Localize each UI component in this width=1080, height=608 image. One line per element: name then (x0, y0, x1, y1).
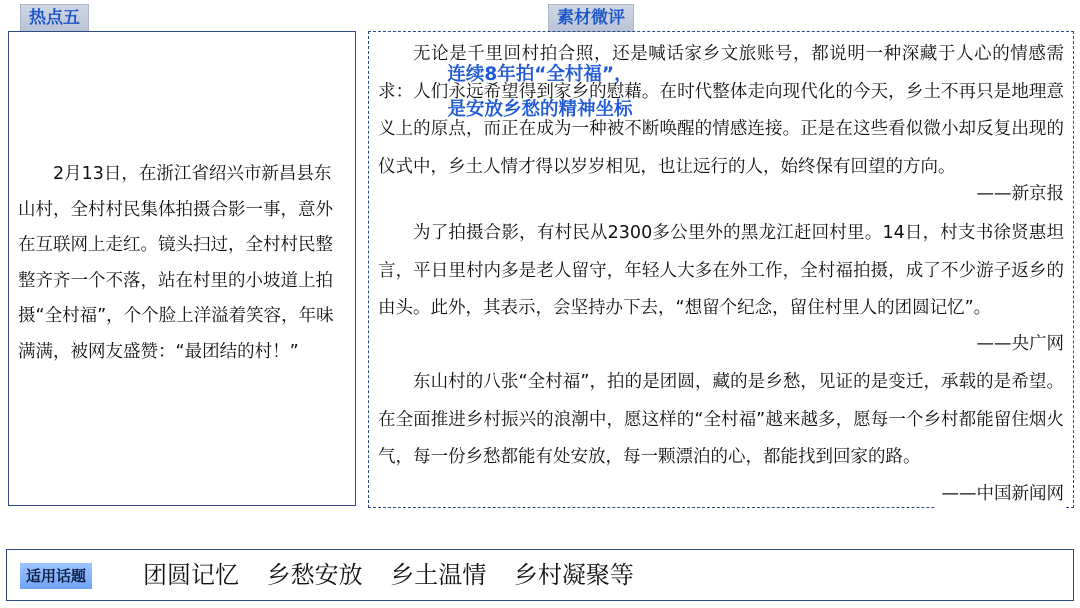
comment-source-2: ——央广网 (971, 326, 1065, 364)
comment-source-1: ——新京报 (971, 176, 1065, 214)
topic-item: 团圆记忆 (143, 561, 239, 589)
hotspot-body: 2月13日，在浙江省绍兴市新昌县东山村，全村村民集体拍摄合影一事，意外在互联网上走红。镜头扫过，全村村民整整齐齐一个不落，站在村里的小坡道上拍摄“全村福”，个个脸上洋溢着笑容，年味满满，被网友盛赞：“最团结的村！” (18, 164, 334, 362)
topic-item: 乡土温情 (390, 561, 487, 589)
topic-item: 乡村凝聚等 (513, 561, 634, 589)
topics-list (143, 555, 654, 595)
section-tag-hotspot: 热点五 (20, 4, 89, 32)
topics-tag: 适用话题 (20, 563, 92, 589)
comment-paragraph-2: 为了拍摄合影，有村民从2300多公里外的黑龙江赶回村里。14日，村支书徐贤惠坦言，平日里村内多是老人留守，年轻人大多在外工作，全村福拍摄，成了不少游子返乡的由头。此外，其表示，会坚持办下去，“想留个纪念，留住村里人的团圆记忆”。 (378, 223, 1064, 318)
topic-item: 乡愁安放 (266, 561, 363, 589)
comment-paragraph-1: 无论是千里回村拍合照，还是喊话家乡文旅账号，都说明一种深藏于人心的情感需求：人们永远希望得到家乡的慰藉。在时代整体走向现代化的今天，乡土不再只是地理意义上的原点，而正在成为一种被不断唤醒的情感连接。正是在这些看似微小却反复出现的仪式中，乡土人情才得以岁岁相见，也让远行的人，始终保有回望的方向。 (378, 44, 1064, 177)
hotspot-title-line2: 是安放乡愁的精神坐标 (447, 99, 633, 120)
comment-source-3: ——中国新闻网 (936, 476, 1065, 514)
section-tag-comment: 素材微评 (548, 4, 634, 32)
hotspot-title-line1: 连续8年拍“全村福”， (447, 64, 633, 85)
comment-paragraph-3: 东山村的八张“全村福”，拍的是团圆，藏的是乡愁，见证的是变迁，承载的是希望。在全面推进乡村振兴的浪潮中，愿这样的“全村福”越来越多，愿每一个乡村都能留住烟火气，每一份乡愁都能有处安放，每一颗漂泊的心，都能找到回家的路。 (378, 372, 1064, 467)
